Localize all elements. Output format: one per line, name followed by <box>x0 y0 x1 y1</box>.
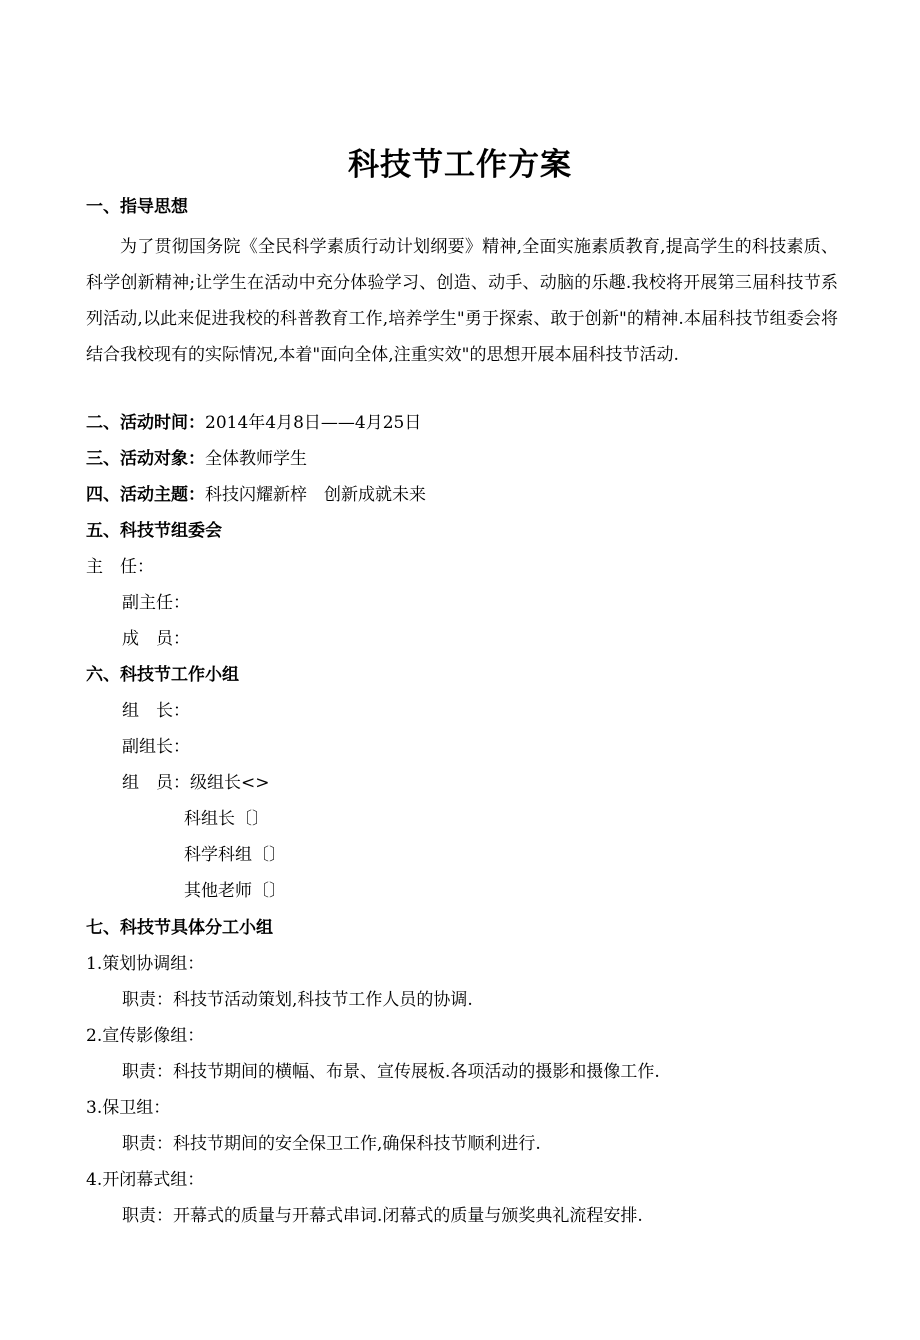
activity-time-value: 2014年4月8日——4月25日 <box>205 413 422 433</box>
activity-target-label: 三、活动对象： <box>86 449 205 469</box>
document-title: 科技节工作方案 <box>348 147 572 183</box>
section-heading-work-group: 六、科技节工作小组 <box>86 665 239 685</box>
activity-time-label: 二、活动时间： <box>86 413 205 433</box>
work-group-members: 组 员：级组长<> <box>122 773 270 793</box>
committee-members: 成 员： <box>122 629 190 649</box>
activity-target-value: 全体教师学生 <box>205 449 307 469</box>
work-group-leader: 组 长： <box>122 701 190 721</box>
division-group-duty: 职责：开幕式的质量与开幕式串词.闭幕式的质量与颁奖典礼流程安排. <box>122 1206 643 1226</box>
activity-target-row <box>86 447 846 471</box>
section-heading-guiding-ideology: 一、指导思想 <box>86 197 188 217</box>
section-heading-division-groups: 七、科技节具体分工小组 <box>86 918 273 938</box>
guiding-ideology-paragraph: 为了贯彻国务院《全民科学素质行动计划纲要》精神,全面实施素质教育,提高学生的科技素质、科学创新精神;让学生在活动中充分体验学习、创造、动手、动脑的乐趣.我校将开展第三届科技节系列活动,以此来促进我校的科普教育工作,培养学生"勇于探索、敢于创新"的精神.本届科技节组委会将结合我校现有的实际情况,本着"面向全体,注重实效"的思想开展本届科技节活动. <box>86 237 838 365</box>
division-group-name: 1.策划协调组： <box>86 954 205 974</box>
work-group-member-subject-leaders: 科组长〔〕 <box>184 809 269 829</box>
division-group-name: 2.宣传影像组： <box>86 1026 205 1046</box>
division-group-duty: 职责：科技节期间的横幅、布景、宣传展板.各项活动的摄影和摄像工作. <box>122 1062 660 1082</box>
section-heading-organizing-committee: 五、科技节组委会 <box>86 521 222 541</box>
work-group-deputy-leader: 副组长： <box>122 737 190 757</box>
division-group-duty: 职责：科技节活动策划,科技节工作人员的协调. <box>122 990 473 1010</box>
committee-director: 主 任： <box>86 557 154 577</box>
activity-time-row <box>86 411 846 435</box>
division-group-duty: 职责：科技节期间的安全保卫工作,确保科技节顺利进行. <box>122 1134 541 1154</box>
work-group-member-science-group: 科学科组〔〕 <box>184 845 286 865</box>
committee-deputy-director: 副主任： <box>122 593 190 613</box>
activity-theme-row <box>86 483 846 507</box>
activity-theme-label: 四、活动主题： <box>86 485 205 505</box>
division-group-name: 4.开闭幕式组： <box>86 1170 205 1190</box>
division-group-name: 3.保卫组： <box>86 1098 171 1118</box>
work-group-member-other-teachers: 其他老师〔〕 <box>184 881 286 901</box>
activity-theme-value: 科技闪耀新梓 创新成就未来 <box>205 485 426 505</box>
